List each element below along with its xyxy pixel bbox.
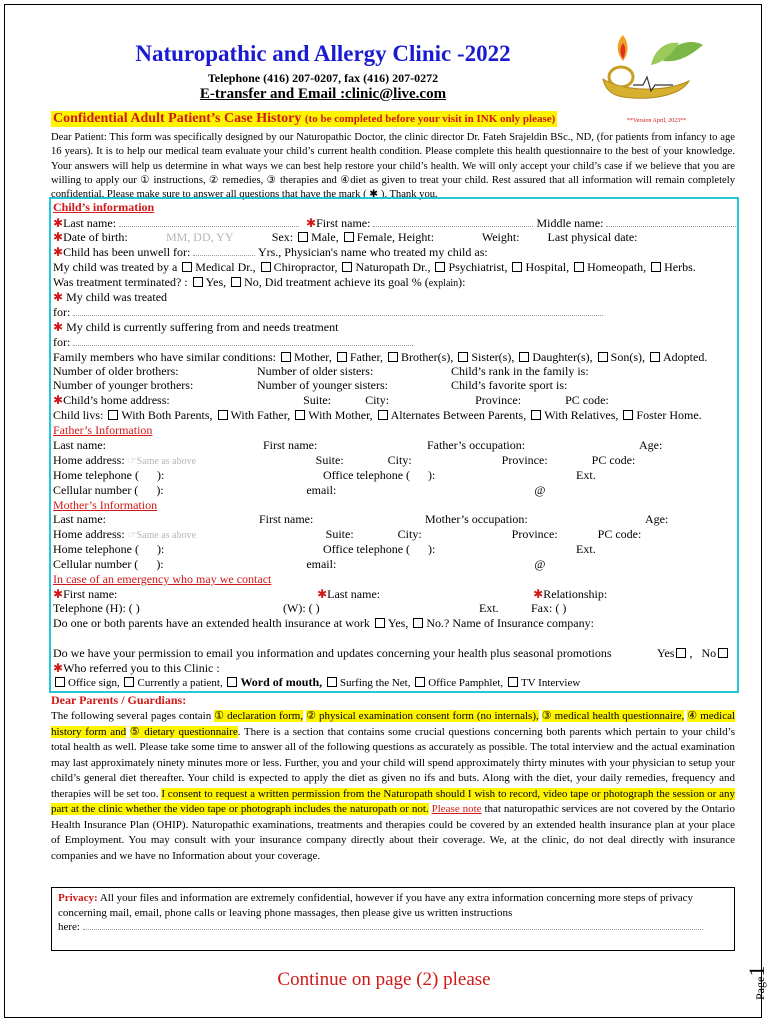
insurance-yes-label: Yes,: [387, 616, 409, 630]
for-label-2: for:: [53, 335, 71, 349]
item-consent: ② physical examination consent form (no internals),: [306, 710, 539, 722]
terminated-label: Was treatment terminated? :: [53, 275, 188, 289]
mother-province-label: Province:: [511, 527, 558, 541]
checkbox-sons[interactable]: [598, 352, 608, 362]
opt-psychiatrist: Psychiatrist,: [448, 260, 508, 274]
opt-both-parents: With Both Parents,: [121, 408, 213, 422]
mother-home-tel-label: Home telephone (: [53, 542, 139, 556]
father-name-row: [53, 438, 662, 453]
opt-adopted: Adopted.: [663, 350, 708, 364]
insurance-label: Do one or both parents have an extended health insurance at work: [53, 616, 370, 630]
opt-mother: Mother,: [293, 350, 332, 364]
father-address-row: [53, 453, 635, 468]
page-number: [744, 966, 770, 1000]
father-tel-close: ):: [156, 468, 165, 482]
opt-naturopath: Naturopath Dr.,: [355, 260, 431, 274]
female-label: Female,: [356, 230, 396, 244]
middle-name-field[interactable]: [606, 226, 736, 227]
father-first-name-label: First name:: [263, 438, 318, 452]
mother-address-row: [53, 527, 641, 542]
child-suite-label: Suite:: [303, 393, 332, 407]
permission-yes-label: Yes: [657, 646, 675, 660]
privacy-box: [51, 887, 735, 951]
checkbox-medical-dr[interactable]: [182, 262, 192, 272]
younger-siblings-row: [53, 378, 567, 393]
mother-cell-close: ):: [156, 557, 164, 571]
page-label: Page: [753, 976, 767, 1000]
child-dob-row: ✱Date of birth: MM, DD, YY Sex: Male, Female, Height: Weight: Last physical date:: [53, 230, 638, 244]
explain-label: explain: [428, 278, 459, 289]
emergency-phone-row: [53, 601, 566, 616]
checkbox-mother[interactable]: [281, 352, 291, 362]
checkbox-hospital[interactable]: [512, 262, 522, 272]
sport-label: Child’s favorite sport is:: [451, 378, 568, 392]
suffering-field-row: [53, 335, 413, 350]
recording-consent: I consent to request a written permission from the Naturopath should I wish to record, video tape or photograph the session or any part at the clinic whether the video tape or photograph includes the naturopath or not.: [51, 787, 736, 815]
emergency-last-name-label: Last name:: [327, 587, 381, 601]
opt-homeopath: Homeopath,: [587, 260, 647, 274]
item-health-questionnaire: ③ medical health questionnaire,: [541, 710, 685, 722]
insurance-yes-checkbox[interactable]: [375, 618, 385, 628]
opt-with-mother: With Mother,: [308, 408, 373, 422]
checkbox-with-father[interactable]: [218, 410, 228, 420]
mother-address-field[interactable]: ☞Same as above: [127, 530, 197, 541]
mother-cell-row: [53, 557, 545, 572]
family-similar-row: [53, 350, 707, 365]
checkbox-word-of-mouth[interactable]: [227, 677, 237, 687]
older-sisters-label: Number of older sisters:: [257, 364, 374, 378]
terminated-yes-checkbox[interactable]: [193, 277, 203, 287]
father-province-label: Province:: [501, 453, 548, 467]
checkbox-brothers[interactable]: [388, 352, 398, 362]
child-name-row: ✱Last name: ✱First name: Middle name:: [53, 216, 736, 231]
father-city-label: City:: [387, 453, 412, 467]
opt-with-father: With Father,: [230, 408, 291, 422]
opt-relatives: With Relatives,: [544, 408, 619, 422]
child-address-label: Child’s home address:: [63, 393, 170, 407]
father-age-label: Age:: [639, 438, 663, 452]
emergency-name-row: ✱First name: ✱Last name: ✱Relationship:: [53, 587, 608, 601]
treated-for-field-row: [53, 305, 603, 320]
banner-subtitle: (to be completed before your visit in INK only please): [304, 113, 556, 125]
weight-label: Weight:: [481, 230, 520, 244]
child-lives-row: [53, 408, 702, 423]
father-suite-label: Suite:: [315, 453, 344, 467]
opt-brothers: Brother(s),: [401, 350, 454, 364]
opt-herbs: Herbs.: [664, 260, 696, 274]
checkbox-current-patient[interactable]: [124, 677, 134, 687]
mother-name-row: [53, 512, 668, 527]
item-dietary: ⑤ dietary questionnaire: [129, 725, 238, 738]
permission-no-label: No: [701, 646, 717, 660]
mother-suite-label: Suite:: [325, 527, 354, 541]
suffering-field[interactable]: [73, 345, 413, 346]
father-heading: Father’s Information: [53, 423, 153, 437]
physician-label: Yrs., Physician's name who treated my child as:: [257, 245, 488, 259]
opt-surfing-net: Surfing the Net,: [339, 677, 411, 689]
father-home-tel-label: Home telephone (: [53, 468, 139, 482]
treated-for-label: My child was treated: [66, 290, 168, 304]
item-declaration: ① declaration form,: [214, 710, 304, 722]
father-address-label: Home address:: [53, 453, 125, 467]
mother-occupation-label: Mother’s occupation:: [425, 512, 528, 526]
item-medical-history: ④ medical history form and: [51, 710, 736, 738]
mother-same-hint: Same as above: [136, 530, 197, 541]
father-office-tel-label: Office telephone (: [322, 468, 411, 482]
opt-daughters: Daughter(s),: [532, 350, 593, 364]
mother-first-name-label: First name:: [259, 512, 314, 526]
emergency-ext: Ext.: [479, 601, 499, 615]
father-office-close: ):: [428, 468, 436, 482]
permission-no-checkbox[interactable]: [718, 648, 728, 658]
checkbox-both-parents[interactable]: [108, 410, 118, 420]
checkbox-chiropractor[interactable]: [261, 262, 271, 272]
child-unwell-row: ✱Child has been unwell for: Yrs., Physician's name who treated my child as:: [53, 245, 488, 259]
privacy-here-label: here:: [58, 921, 80, 933]
clinic-title: Naturopathic and Allergy Clinic -2022: [135, 41, 511, 66]
first-name-label: First name:: [316, 216, 371, 230]
father-address-field[interactable]: ☞Same as above: [127, 456, 197, 467]
intro-paragraph: Dear Patient: This form was specifically designed by our Naturopathic Doctor, the clinic director Dr. Fateh Srajeldin BSc., ND, (for patients from infancy to age 16 years). It is to help our medical team evaluate your child’s current health condition. Please complete this health questionnaire to the best of your knowledge. Your answers will help us determine in what ways we can best help restore your child’s health. We will only accept your child’s case if we believe that you are willing to apply our ① instructions, ② remedies, ③ therapies and ④diet as given to treat your child. Rest assured that all information will remain completely confidential. Please make sure to answer all questions that have the mark ( ✱ ), Thank you.: [51, 132, 735, 201]
referral-options-row: [53, 675, 580, 690]
mother-office-tel-label: Office telephone (: [322, 542, 411, 556]
family-similar-label: Family members who have similar conditions:: [53, 350, 276, 364]
male-label: Male,: [311, 230, 339, 244]
father-cell-close: ):: [156, 483, 164, 497]
mother-address-label: Home address:: [53, 527, 125, 541]
older-siblings-row: [53, 364, 589, 379]
clinic-logo: [593, 31, 705, 105]
mother-office-close: ):: [428, 542, 436, 556]
opt-medical-dr: Medical Dr.,: [195, 260, 256, 274]
mother-age-label: Age:: [645, 512, 669, 526]
father-email-label: email:: [306, 483, 337, 497]
mother-tel-close: ):: [156, 542, 165, 556]
father-pc-label: PC code:: [591, 453, 636, 467]
opt-current-patient: Currently a patient,: [137, 677, 223, 689]
younger-brothers-label: Number of younger brothers:: [53, 378, 194, 392]
parents-heading: Dear Parents / Guardians:: [51, 693, 187, 707]
form-page: [4, 4, 762, 1018]
ohip-note: that naturopathic services are not covered by the Ontario Health Insurance Plan (OHIP). Naturopathic examinations, treatments and therapies could be covered by an extended health insurance plan at your place of Employment. You may consult with your insurance company directly about their coverage. We, at the clinic, do not deal directly with insurance companies and we have no Information about your coverage.: [51, 803, 735, 862]
referred-label: Who referred you to this Clinic :: [63, 661, 220, 675]
father-last-name-label: Last name:: [53, 438, 106, 452]
opt-word-of-mouth: Word of mouth,: [240, 675, 323, 689]
sex-label: Sex:: [271, 230, 294, 244]
terminated-no-checkbox[interactable]: [231, 277, 241, 287]
checkbox-office-pamphlet[interactable]: [415, 677, 425, 687]
opt-foster: Foster Home.: [636, 408, 702, 422]
father-occupation-label: Father’s occupation:: [427, 438, 526, 452]
opt-sons: Son(s),: [610, 350, 645, 364]
mother-heading: Mother’s Information: [53, 498, 158, 512]
terminated-yes-label: Yes,: [205, 275, 227, 289]
insurance-no-checkbox[interactable]: [413, 618, 423, 628]
permission-yes-checkbox[interactable]: [676, 648, 686, 658]
father-at-sign: @: [534, 483, 546, 497]
checkbox-alternates[interactable]: [378, 410, 388, 420]
page-num: 1: [744, 965, 769, 977]
parents-body: . There is a section that contains some crucial questions concerning both parents which pertain to your child’s total health as well. Please take some time to answer all of the following questions as accurately as possible. The total interview and the actual examination may last approximately ninety minutes more or less. Further, you and your child will spend approximately thirty minutes with your physician to setup your child’s general diet thereafter. Your child is expected to apply the diet as given no ifs and buts. Along with the diet, your daily remedies, frequency and therapies will be set too.: [51, 725, 735, 800]
female-checkbox[interactable]: [344, 232, 354, 242]
male-checkbox[interactable]: [298, 232, 308, 242]
checkbox-foster[interactable]: [623, 410, 633, 420]
email-permission-row: Do we have your permission to email you information and updates concerning your health plus seasonal promotions Yes , No: [53, 646, 731, 661]
checkbox-surfing-net[interactable]: [327, 677, 337, 687]
treated-by-row: [53, 260, 696, 275]
checkbox-adopted[interactable]: [650, 352, 660, 362]
clinic-email: E-transfer and Email :clinic@live.com: [199, 86, 447, 102]
privacy-label: Privacy:: [58, 892, 98, 904]
unwell-label: Child has been unwell for:: [63, 245, 191, 259]
father-same-hint: Same as above: [136, 456, 197, 467]
suffering-row: ✱ My child is currently suffering from and needs treatment: [53, 320, 339, 334]
case-history-banner: [51, 111, 557, 127]
father-ext-label: Ext.: [576, 468, 596, 482]
emergency-tel-home: Telephone (H): ( ): [53, 601, 140, 615]
privacy-text: All your files and information are extremely confidential, however if you have any extra information concerning more steps of privacy concerning mail, email, phone calls or leaving phone massages, then please give us written instructions: [58, 892, 694, 919]
treated-for-row: ✱ My child was treated: [53, 290, 168, 304]
younger-sisters-label: Number of younger sisters:: [257, 378, 388, 392]
checkbox-father[interactable]: [337, 352, 347, 362]
for-label: for:: [53, 305, 71, 319]
child-pc-label: PC code:: [565, 393, 609, 407]
mother-last-name-label: Last name:: [53, 512, 106, 526]
child-city-label: City:: [365, 393, 390, 407]
child-address-row: ✱Child’s home address: Suite: City: Province: PC code:: [53, 393, 609, 407]
emergency-fax: Fax: ( ): [531, 601, 567, 615]
last-name-label: Last name:: [63, 216, 117, 230]
mother-city-label: City:: [397, 527, 422, 541]
treated-for-field[interactable]: [73, 315, 603, 316]
dob-field[interactable]: MM, DD, YY: [165, 230, 234, 244]
mother-cell-label: Cellular number (: [53, 557, 139, 571]
opt-hospital: Hospital,: [525, 260, 570, 274]
parents-intro: The following several pages contain: [51, 710, 212, 722]
checkbox-office-sign[interactable]: [55, 677, 65, 687]
email-permission-label: Do we have your permission to email you information and updates concerning your health plus seasonal promotions: [53, 646, 612, 660]
child-province-label: Province:: [475, 393, 522, 407]
insurance-row: [53, 616, 594, 631]
lives-label: Child livs:: [53, 408, 104, 422]
mother-ext-label: Ext.: [576, 542, 596, 556]
referred-row: ✱Who referred you to this Clinic :: [53, 661, 220, 675]
checkbox-psychiatrist[interactable]: [435, 262, 445, 272]
mother-pc-label: PC code:: [597, 527, 642, 541]
unwell-years-field[interactable]: [193, 255, 255, 256]
opt-office-pamphlet: Office Pamphlet,: [428, 677, 504, 689]
mother-at-sign: @: [534, 557, 546, 571]
father-phone-row: [53, 468, 596, 483]
opt-alternates: Alternates Between Parents,: [390, 408, 527, 422]
terminated-row: Was treatment terminated? : Yes, No, Did treatment achieve its goal % (explain):: [53, 275, 466, 289]
first-name-field[interactable]: [373, 226, 533, 227]
suffering-label: My child is currently suffering from and needs treatment: [66, 320, 339, 334]
banner-title: Confidential Adult Patient’s Case History: [53, 111, 302, 126]
continue-note: Continue on page (2) please: [277, 969, 491, 990]
opt-chiropractor: Chiropractor,: [273, 260, 338, 274]
insurance-no-label: No.? Name of Insurance company:: [426, 616, 594, 630]
privacy-instructions-field[interactable]: [83, 929, 703, 930]
checkbox-tv-interview[interactable]: [508, 677, 518, 687]
opt-tv-interview: TV Interview: [520, 677, 581, 689]
emergency-heading: In case of an emergency who may we contact: [53, 572, 272, 586]
clinic-phone: Telephone (416) 207-0207, fax (416) 207-0272: [207, 71, 439, 85]
last-physical-label: Last physical date:: [547, 230, 638, 244]
treated-by-label: My child was treated by a: [53, 260, 178, 274]
parents-paragraph: [51, 709, 735, 864]
version-label: **Version April, 2023**: [627, 118, 687, 124]
checkbox-with-mother[interactable]: [295, 410, 305, 420]
emergency-first-name-label: First name:: [63, 587, 118, 601]
checkbox-herbs[interactable]: [651, 262, 661, 272]
father-cell-row: [53, 483, 545, 498]
checkbox-sisters[interactable]: [458, 352, 468, 362]
mother-email-label: email:: [306, 557, 337, 571]
note-label: Please note: [431, 803, 482, 815]
dob-label: Date of birth:: [63, 230, 128, 244]
height-label: Height:: [398, 230, 435, 244]
mother-phone-row: [53, 542, 596, 557]
father-cell-label: Cellular number (: [53, 483, 139, 497]
rank-label: Child’s rank in the family is:: [451, 364, 589, 378]
opt-father: Father,: [349, 350, 384, 364]
opt-sisters: Sister(s),: [471, 350, 515, 364]
checkbox-relatives[interactable]: [531, 410, 541, 420]
child-heading: Child’s information: [53, 200, 155, 214]
checkbox-homeopath[interactable]: [574, 262, 584, 272]
checkbox-naturopath[interactable]: [342, 262, 352, 272]
checkbox-daughters[interactable]: [519, 352, 529, 362]
last-name-field[interactable]: [119, 226, 299, 227]
opt-office-sign: Office sign,: [68, 677, 120, 689]
goal-label: No, Did treatment achieve its goal % (: [244, 275, 429, 289]
middle-name-label: Middle name:: [536, 216, 604, 230]
emergency-relationship-label: Relationship:: [543, 587, 608, 601]
emergency-tel-work: (W): ( ): [283, 601, 320, 615]
older-brothers-label: Number of older brothers:: [53, 364, 179, 378]
